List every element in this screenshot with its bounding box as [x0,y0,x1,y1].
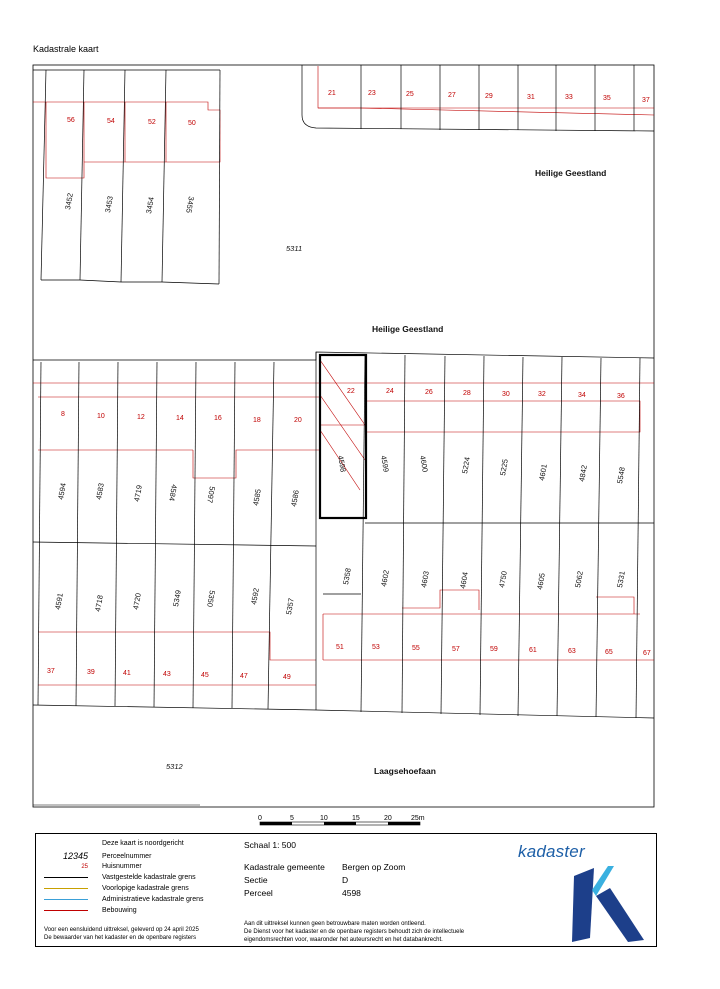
house-number: 37 [47,668,55,675]
kadaster-logo-text: kadaster [518,842,585,861]
house-number: 53 [372,644,380,651]
legend-house-label: Huisnummer [102,863,142,870]
scale-tick: 5 [290,815,294,822]
parcel-label: 5331 [615,570,627,589]
house-number: 57 [452,646,460,653]
parcel-label-highlight: 4598 [336,454,348,473]
scale-tick: 0 [258,815,262,822]
house-number: 25 [406,91,414,98]
parcel-label: 5224 [460,456,472,475]
parcel-label: 5357 [284,597,296,616]
house-number: 63 [568,648,576,655]
house-number: 34 [578,392,586,399]
house-number: 22 [347,388,355,395]
parcel-label: 5349 [171,589,183,608]
house-number: 37 [642,97,650,104]
legend-parcel-label: Perceelnummer [102,852,152,860]
house-number: 67 [643,650,651,657]
house-number: 65 [605,649,613,656]
house-number: 35 [603,95,611,102]
parcel-label: 4592 [249,587,261,606]
house-number: 27 [448,92,456,99]
parcel-label: 4750 [497,570,509,589]
street-label-bottom: Laagsehoefaan [374,766,436,776]
disclaimer-line: De Dienst voor het kadaster en de openbare registers behoudt zich de intellectuele [244,929,465,935]
scale-tick: 20 [384,815,392,822]
house-number: 54 [107,118,115,125]
disclaimer-line: Aan dit uittreksel kunnen geen betrouwbare maten worden ontleend. [244,921,426,927]
parcel-label: 4600 [418,454,430,473]
house-number: 47 [240,673,248,680]
house-number: 59 [490,646,498,653]
house-number: 41 [123,670,131,677]
parcel-label: 5062 [573,570,585,589]
house-number: 33 [565,94,573,101]
house-number: 55 [412,645,420,652]
parcel-label: 3452 [63,192,75,211]
legend-parcel-sample: 12345 [62,851,88,861]
parcel-label: 5225 [498,458,510,477]
parcel-label: 4591 [53,592,65,611]
parcel-label: 3454 [144,196,156,215]
house-number: 36 [617,393,625,400]
house-number: 10 [97,413,105,420]
house-number: 52 [148,119,156,126]
legend-box [35,833,657,947]
house-number: 16 [214,415,222,422]
municipality-value: Bergen op Zoom [342,862,406,872]
disclaimer-line: eigendomsrechten voor, waaronder het auteursrecht en het databankrecht. [244,937,443,943]
house-number: 45 [201,672,209,679]
middle-block [33,352,654,718]
top-left-block [33,70,220,284]
house-number: 29 [485,93,493,100]
house-number: 39 [87,669,95,676]
scale-text: Schaal 1: 500 [244,840,296,850]
house-number: 18 [253,417,261,424]
highlighted-parcel-outline[interactable] [320,355,366,518]
house-number: 56 [67,117,75,124]
house-number: 14 [176,415,184,422]
house-number: 26 [425,389,433,396]
top-right-block [302,65,654,131]
house-number: 20 [294,417,302,424]
house-number: 28 [463,390,471,397]
house-number: 49 [283,674,291,681]
house-number: 24 [386,388,394,395]
house-number: 8 [61,411,65,418]
parcel-label-5312: 5312 [166,762,183,771]
house-number: 12 [137,414,145,421]
legend-line-label: Bebouwing [102,907,137,914]
parcel-label: 4842 [577,464,589,483]
legend-line-building [44,910,88,911]
house-number: 51 [336,644,344,651]
house-number: 30 [502,391,510,398]
street-label-middle: Heilige Geestland [372,324,444,334]
house-number: 43 [163,671,171,678]
house-number: 32 [538,391,546,398]
parcel-label: 4586 [289,489,301,508]
section-key: Sectie [244,875,268,885]
scale-tick: 15 [352,815,360,822]
parcel-label: 4718 [93,594,105,613]
legend-line-administrative [44,899,88,900]
legend-line-label: Vastgestelde kadastrale grens [102,874,196,881]
parcel-key: Perceel [244,888,273,898]
house-number: 21 [328,90,336,97]
parcel-label: 4603 [419,570,431,589]
scale-tick: 25m [411,815,425,822]
parcel-label: 4599 [379,454,391,473]
parcel-label: 5097 [205,485,217,504]
parcel-value: 4598 [342,888,361,898]
parcel-label: 4601 [537,463,549,482]
parcel-label: 4605 [535,572,547,591]
parcel-label: 3453 [103,195,115,214]
parcel-label: 4583 [94,482,106,501]
street-label-top-right: Heilige Geestland [535,168,607,178]
legend-footnote-1: Voor een eensluidend uittreksel, geleverd op 24 april 2025 [44,927,199,933]
kadaster-logo-mark [516,838,646,942]
legend-line-provisional [44,888,88,889]
parcel-label: 5548 [615,466,627,485]
scale-bar [258,815,425,825]
parcel-label: 4720 [131,592,143,611]
municipality-key: Kadastrale gemeente [244,862,325,872]
parcel-label: 4584 [167,483,179,502]
parcel-label: 5358 [341,567,353,586]
legend-line-fixed [44,877,88,878]
parcel-label-5311: 5311 [286,244,303,253]
house-number: 61 [529,647,537,654]
legend-footnote-2: De bewaarder van het kadaster en de openbare registers [44,935,197,941]
legend-line-label: Administratieve kadastrale grens [102,896,204,903]
parcel-label: 4602 [379,569,391,588]
page-title: Kadastrale kaart [33,44,99,54]
house-number: 50 [188,120,196,127]
legend-house-sample: 25 [81,863,88,870]
parcel-label: 4585 [251,488,263,507]
parcel-label: 4604 [458,571,470,590]
legend-north-note: Deze kaart is noordgericht [102,840,184,847]
section-value: D [342,875,349,885]
parcel-label: 4719 [132,484,144,503]
parcel-label: 3455 [184,195,196,214]
house-number: 23 [368,90,376,97]
kadaster-logo [516,838,646,942]
parcel-label: 4594 [56,482,68,501]
scale-tick: 10 [320,815,328,822]
parcel-info [244,840,405,901]
parcel-label: 5350 [205,589,217,608]
house-number: 31 [527,94,535,101]
legend-line-label: Voorlopige kadastrale grens [102,885,189,892]
